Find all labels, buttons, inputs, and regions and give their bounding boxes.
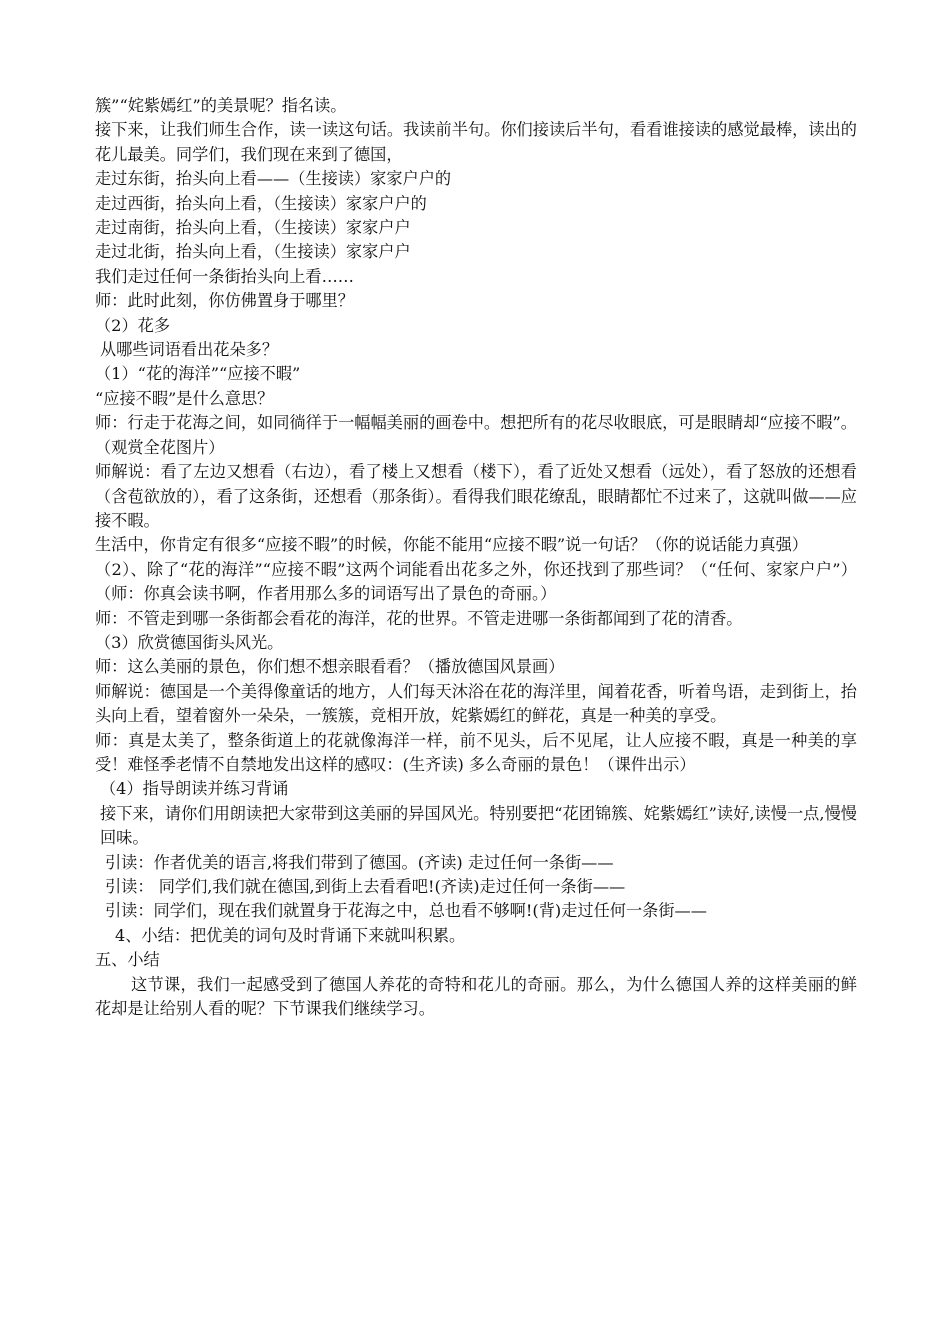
section-heading: 五、小结 (95, 950, 160, 970)
section-heading: （4）指导朗读并练习背诵 (100, 779, 289, 799)
paragraph: 师：这么美丽的景色，你们想不想亲眼看看？（播放德国风景画） (95, 657, 565, 677)
section-heading: （2）花多 (95, 315, 171, 335)
paragraph: 这节课，我们一起感受到了德国人养花的奇特和花儿的奇丽。那么，为什么德国人养的这样美丽的鲜花却是让给别人看的呢？下节课我们继续学习。 (95, 974, 857, 1019)
paragraph: 生活中，你肯定有很多“应接不暇”的时候，你能不能用“应接不暇”说一句话？（你的说话能力真强） (95, 535, 808, 555)
paragraph: 接下来，让我们师生合作，读一读这句话。我读前半句。你们接读后半句，看看谁接读的感觉最棒，读出的花儿最美。同学们，我们现在来到了德国， (95, 120, 857, 164)
paragraph: 走过南街，抬头向上看，（生接读）家家户户 (95, 218, 411, 238)
paragraph: 师解说：德国是一个美得像童话的地方，人们每天沐浴在花的海洋里，闻着花香，听着鸟语，走到街上，抬头向上看，望着窗外一朵朵，一簇簇，竞相开放，姹紫嫣红的鲜花，真是一种美的享受。 (95, 681, 857, 726)
paragraph: 簇”“姹紫嫣红”的美景呢？指名读。 (95, 96, 347, 115)
paragraph: 引读：同学们，现在我们就置身于花海之中，总也看不够啊!(背)走过任何一条街—— (105, 901, 707, 921)
paragraph: “应接不暇”是什么意思？ (95, 388, 274, 408)
paragraph: 师：不管走到哪一条街都会看花的海洋，花的世界。不管走进哪一条街都闻到了花的清香。 (95, 608, 743, 628)
paragraph: 从哪些词语看出花朵多？ (100, 340, 279, 360)
paragraph: 师：行走于花海之间，如同徜徉于一幅幅美丽的画卷中。想把所有的花尽收眼底，可是眼睛却“应接不暇”。（观赏全花图片） (95, 413, 857, 457)
paragraph: 走过北街，抬头向上看，（生接读）家家户户 (95, 242, 411, 262)
paragraph: （1）“花的海洋”“应接不暇” (95, 364, 301, 384)
paragraph: 引读： 同学们,我们就在德国,到街上去看看吧!(齐读)走过任何一条街—— (105, 877, 626, 896)
document-body (95, 94, 857, 1021)
paragraph: 我们走过任何一条街抬头向上看…… (95, 266, 354, 286)
paragraph: 师：真是太美了，整条街道上的花就像海洋一样，前不见头，后不见尾，让人应接不暇，真是一种美的享受！难怪季老情不自禁地发出这样的感叹：(生齐读) 多么奇丽的景色！（课件出示） (95, 730, 857, 774)
paragraph: 师解说：看了左边又想看（右边），看了楼上又想看（楼下），看了近处又想看（远处），看了怒放的还想看（含苞欲放的），看了这条街，还想看（那条街）。看得我们眼花缭乱，眼睛都忙不过来了，这就叫做——应接不暇。 (95, 462, 857, 530)
paragraph: 引读：作者优美的语言,将我们带到了德国。(齐读) 走过任何一条街—— (105, 852, 614, 872)
paragraph: 接下来，请你们用朗读把大家带到这美丽的异国风光。特别要把“花团锦簇、姹紫嫣红”读好,读慢一点,慢慢回味。 (100, 803, 857, 848)
paragraph: 师：此时此刻，你仿佛置身于哪里？ (95, 291, 354, 311)
paragraph: 走过东街，抬头向上看——（生接读）家家户户的 (95, 169, 452, 189)
paragraph: 4、小结：把优美的词句及时背诵下来就叫积累。 (115, 925, 466, 945)
paragraph: 走过西街，抬头向上看，（生接读）家家户户的 (95, 193, 427, 213)
paragraph: （2）、除了“花的海洋”“应接不暇”这两个词能看出花多之外，你还找到了那些词？（“任何、家家户户”）（师：你真会读书啊，作者用那么多的词语写出了景色的奇丽。） (95, 559, 857, 604)
section-heading: （3）欣赏德国街头风光。 (95, 632, 284, 652)
